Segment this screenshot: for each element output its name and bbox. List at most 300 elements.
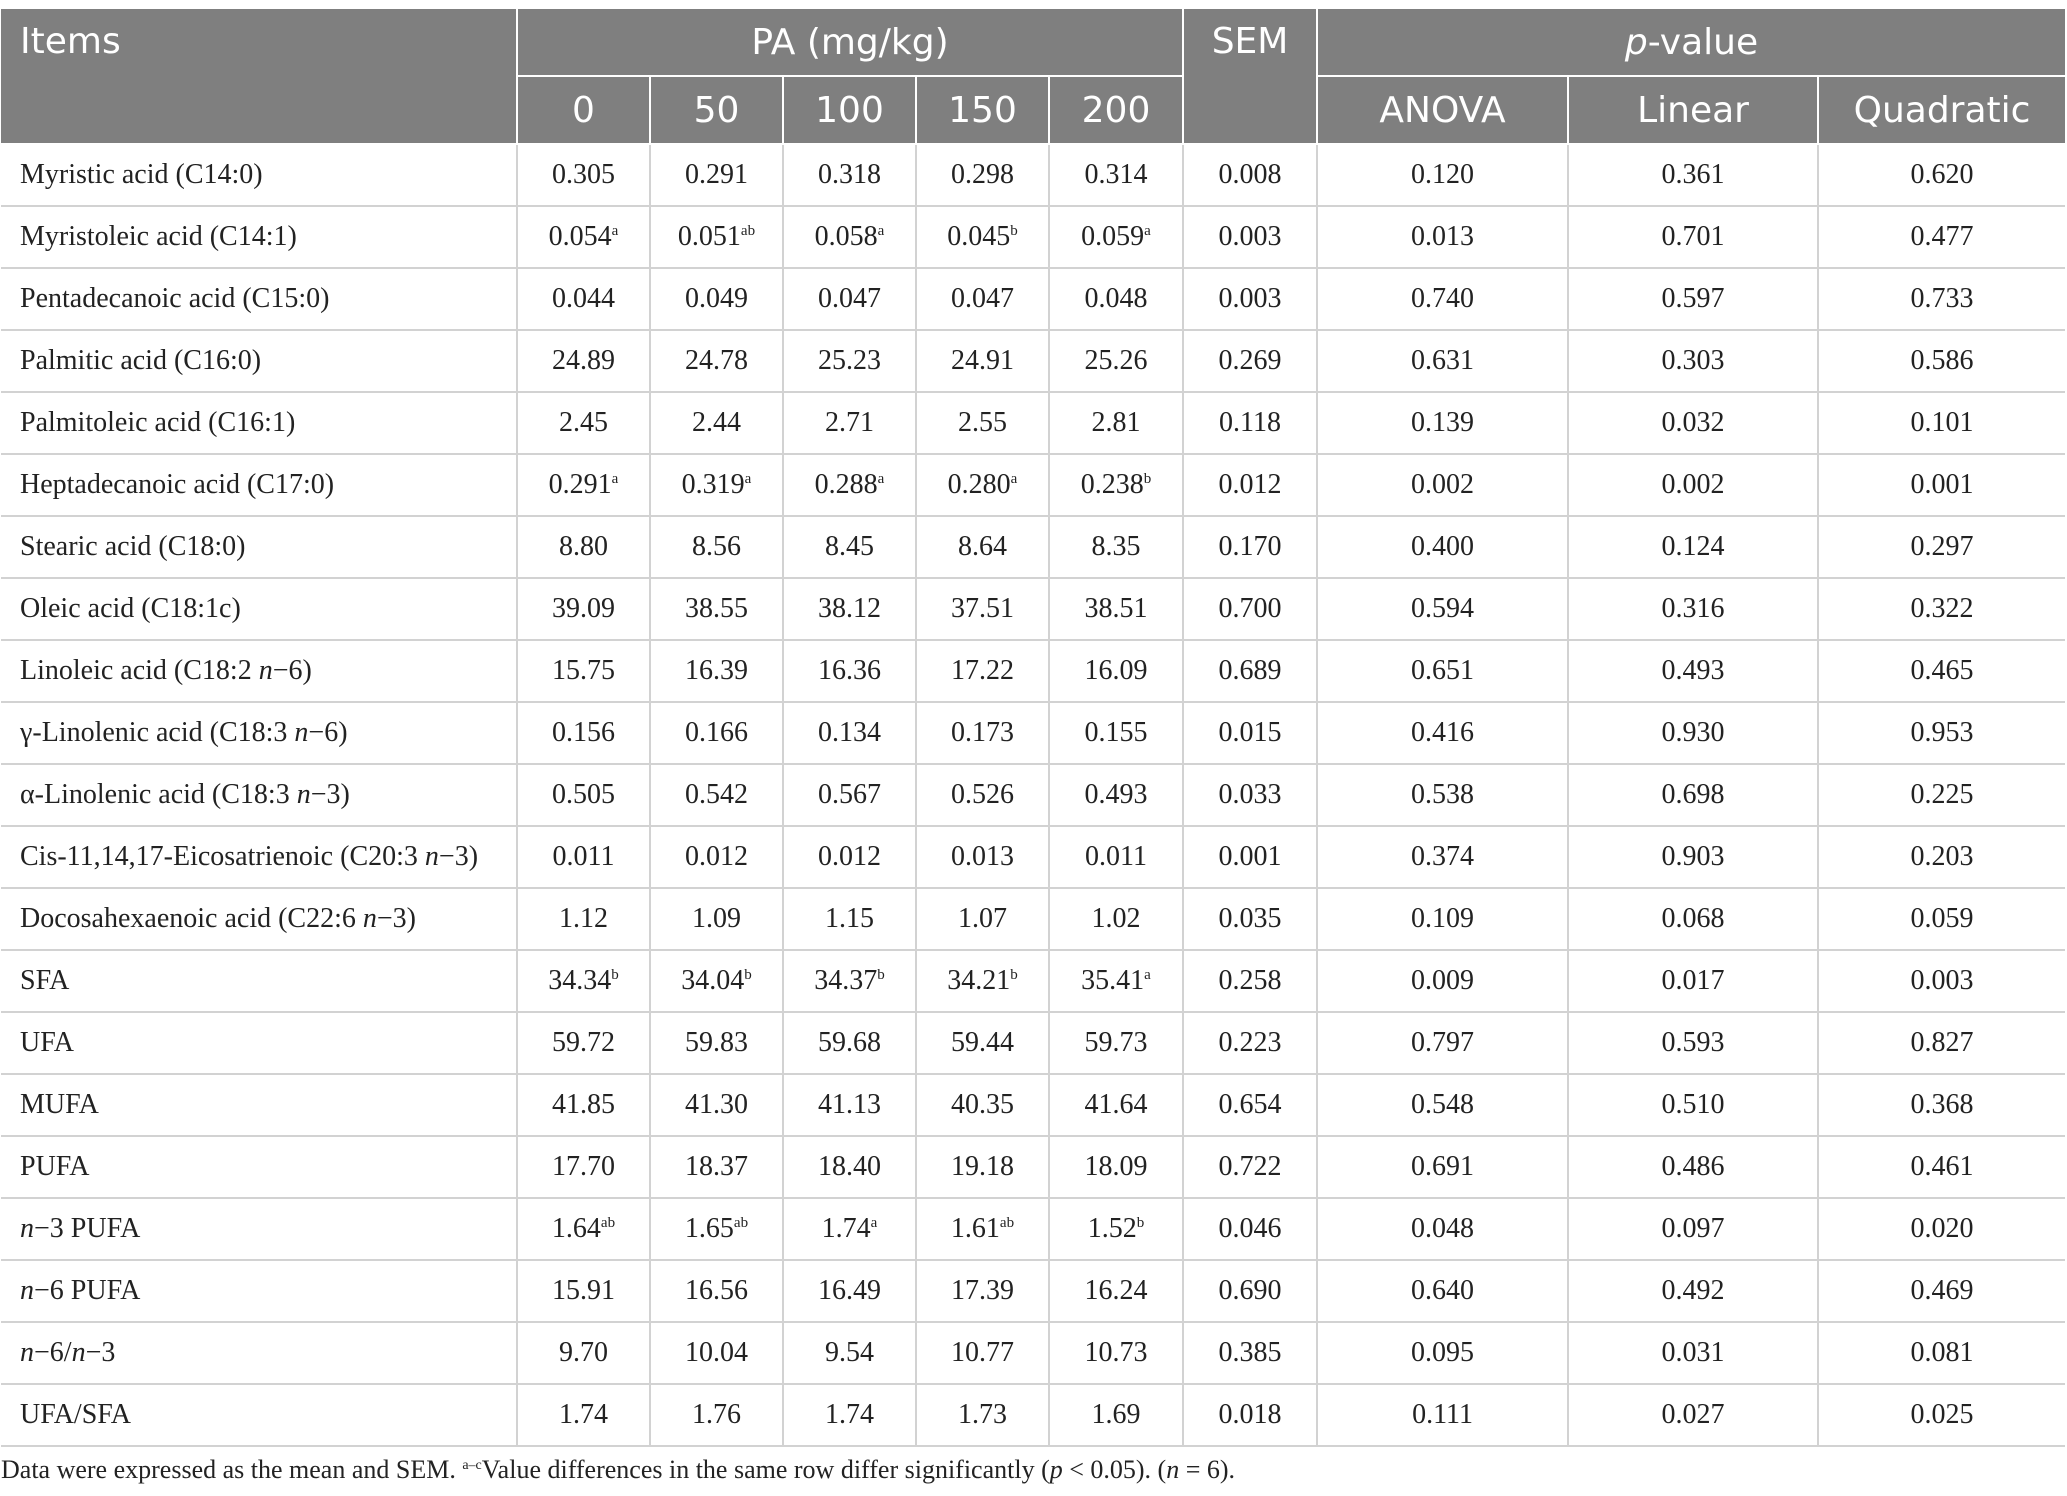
sem-value: 0.258 — [1183, 950, 1317, 1012]
table-row — [1, 330, 2065, 392]
dose-value-cell — [1049, 516, 1183, 578]
dose-value-cell — [650, 454, 783, 516]
significance-letter: b — [1010, 967, 1018, 983]
dose-value-cell — [783, 888, 916, 950]
linear-value: 0.493 — [1568, 640, 1818, 702]
header-pvalue-group — [1317, 9, 2065, 76]
dose-value-cell — [650, 826, 783, 888]
dose-value-cell — [916, 1012, 1049, 1074]
dose-value-cell — [517, 1136, 650, 1198]
row-item-label — [1, 268, 517, 330]
item-text: Palmitoleic acid (C16:1) — [20, 407, 296, 438]
dose-value: 1.15 — [825, 903, 874, 934]
dose-value: 16.56 — [685, 1275, 748, 1306]
anova-value: 0.640 — [1317, 1260, 1568, 1322]
dose-value-cell — [517, 1074, 650, 1136]
dose-value: 8.80 — [559, 531, 608, 562]
item-text: Heptadecanoic acid (C17:0) — [20, 469, 335, 500]
dose-value: 0.156 — [552, 717, 615, 748]
dose-value: 9.70 — [559, 1337, 608, 1368]
item-italic-symbol: n — [296, 779, 311, 810]
dose-value-cell — [783, 206, 916, 268]
anova-value: 0.538 — [1317, 764, 1568, 826]
sem-value: 0.269 — [1183, 330, 1317, 392]
anova-value: 0.048 — [1317, 1198, 1568, 1260]
anova-value: 0.740 — [1317, 268, 1568, 330]
dose-value-cell — [517, 268, 650, 330]
quadratic-value: 0.081 — [1818, 1322, 2065, 1384]
header-pvalue-rest: -value — [1647, 21, 1759, 63]
dose-value-cell — [517, 516, 650, 578]
anova-value: 0.631 — [1317, 330, 1568, 392]
dose-value: 19.18 — [951, 1151, 1014, 1182]
item-text: UFA — [20, 1027, 74, 1058]
dose-value: 0.058 — [814, 221, 878, 252]
sem-value: 0.223 — [1183, 1012, 1317, 1074]
dose-value: 41.85 — [552, 1089, 615, 1120]
dose-value-cell — [1049, 702, 1183, 764]
footnote-text-3: < 0.05). ( — [1062, 1455, 1167, 1484]
linear-value: 0.316 — [1568, 578, 1818, 640]
dose-value: 2.55 — [958, 407, 1007, 438]
dose-value: 59.44 — [951, 1027, 1014, 1058]
anova-value: 0.691 — [1317, 1136, 1568, 1198]
table-row — [1, 640, 2065, 702]
dose-value: 1.74 — [559, 1399, 608, 1430]
dose-value-cell — [783, 578, 916, 640]
dose-value: 9.54 — [825, 1337, 874, 1368]
anova-value: 0.139 — [1317, 392, 1568, 454]
dose-value: 2.45 — [559, 407, 608, 438]
dose-value: 24.91 — [951, 345, 1014, 376]
dose-value-cell — [1049, 950, 1183, 1012]
sem-value: 0.689 — [1183, 640, 1317, 702]
dose-value-cell — [916, 1136, 1049, 1198]
dose-value: 59.83 — [685, 1027, 748, 1058]
header-quadratic: Quadratic — [1818, 76, 2065, 144]
significance-letter: b — [877, 967, 885, 983]
significance-letter: a — [1144, 223, 1151, 239]
item-text: Palmitic acid (C16:0) — [20, 345, 262, 376]
anova-value: 0.594 — [1317, 578, 1568, 640]
sem-value: 0.722 — [1183, 1136, 1317, 1198]
dose-value-cell — [916, 1198, 1049, 1260]
dose-value: 0.044 — [552, 283, 615, 314]
dose-value: 8.45 — [825, 531, 874, 562]
quadratic-value: 0.322 — [1818, 578, 2065, 640]
sem-value: 0.008 — [1183, 144, 1317, 206]
dose-value: 0.567 — [818, 779, 881, 810]
dose-value-cell — [783, 1012, 916, 1074]
footnote-text-4: = 6). — [1179, 1455, 1236, 1484]
linear-value: 0.492 — [1568, 1260, 1818, 1322]
dose-value: 59.68 — [818, 1027, 881, 1058]
quadratic-value: 0.101 — [1818, 392, 2065, 454]
dose-value-cell — [1049, 1198, 1183, 1260]
fatty-acid-table — [1, 9, 2065, 1447]
linear-value: 0.017 — [1568, 950, 1818, 1012]
sem-value: 0.046 — [1183, 1198, 1317, 1260]
dose-value: 34.04 — [681, 965, 745, 996]
dose-value-cell — [650, 330, 783, 392]
anova-value: 0.651 — [1317, 640, 1568, 702]
table-body — [1, 144, 2065, 1446]
quadratic-value: 0.465 — [1818, 640, 2065, 702]
dose-value-cell — [916, 1074, 1049, 1136]
dose-value: 0.155 — [1084, 717, 1148, 748]
item-text: −6) — [308, 717, 348, 748]
quadratic-value: 0.469 — [1818, 1260, 2065, 1322]
dose-value: 1.12 — [559, 903, 608, 934]
item-text: −3 — [85, 1337, 116, 1368]
linear-value: 0.027 — [1568, 1384, 1818, 1446]
dose-value: 0.505 — [552, 779, 615, 810]
table-row — [1, 578, 2065, 640]
dose-value: 18.09 — [1084, 1151, 1148, 1182]
table-row — [1, 888, 2065, 950]
row-item-label — [1, 392, 517, 454]
dose-value-cell — [1049, 1012, 1183, 1074]
linear-value: 0.002 — [1568, 454, 1818, 516]
dose-value-cell — [1049, 206, 1183, 268]
dose-value-cell — [650, 1384, 783, 1446]
item-italic-symbol: n — [258, 655, 273, 686]
item-text: MUFA — [20, 1089, 99, 1120]
dose-value: 41.13 — [818, 1089, 881, 1120]
dose-value-cell — [1049, 578, 1183, 640]
dose-value: 0.318 — [818, 159, 881, 190]
dose-value: 34.21 — [947, 965, 1011, 996]
dose-value-cell — [517, 950, 650, 1012]
quadratic-value: 0.827 — [1818, 1012, 2065, 1074]
item-text: γ-Linolenic acid (C18:3 — [20, 717, 295, 748]
item-text: −6 PUFA — [34, 1275, 141, 1306]
dose-value-cell — [650, 144, 783, 206]
dose-value-cell — [517, 640, 650, 702]
dose-value-cell — [783, 1322, 916, 1384]
dose-value: 0.011 — [1085, 841, 1147, 872]
dose-value: 10.73 — [1084, 1337, 1148, 1368]
dose-value: 1.61 — [950, 1213, 1000, 1244]
dose-value-cell — [916, 702, 1049, 764]
quadratic-value: 0.059 — [1818, 888, 2065, 950]
item-text: −3) — [310, 779, 350, 810]
linear-value: 0.903 — [1568, 826, 1818, 888]
dose-value-cell — [916, 1260, 1049, 1322]
item-italic-symbol: n — [362, 903, 377, 934]
dose-value-cell — [650, 1012, 783, 1074]
quadratic-value: 0.297 — [1818, 516, 2065, 578]
sem-value: 0.003 — [1183, 268, 1317, 330]
row-item-label — [1, 640, 517, 702]
dose-value-cell — [783, 516, 916, 578]
item-italic-symbol: n — [20, 1275, 34, 1306]
dose-value-cell — [916, 578, 1049, 640]
row-item-label — [1, 330, 517, 392]
row-item-label — [1, 1384, 517, 1446]
item-text: Myristic acid (C14:0) — [20, 159, 263, 190]
dose-value: 10.04 — [685, 1337, 748, 1368]
quadratic-value: 0.225 — [1818, 764, 2065, 826]
row-item-label — [1, 702, 517, 764]
table-row — [1, 1260, 2065, 1322]
dose-value: 16.36 — [818, 655, 881, 686]
dose-value-cell — [783, 640, 916, 702]
dose-value: 38.55 — [685, 593, 748, 624]
table-row — [1, 144, 2065, 206]
dose-value-cell — [783, 1198, 916, 1260]
dose-value-cell — [916, 330, 1049, 392]
dose-value-cell — [517, 826, 650, 888]
item-text: Linoleic acid (C18:2 — [20, 655, 259, 686]
dose-value: 1.69 — [1091, 1399, 1141, 1430]
dose-value: 1.02 — [1091, 903, 1141, 934]
sem-value: 0.015 — [1183, 702, 1317, 764]
item-italic-symbol: n — [294, 717, 309, 748]
anova-value: 0.548 — [1317, 1074, 1568, 1136]
dose-value-cell — [650, 1322, 783, 1384]
linear-value: 0.031 — [1568, 1322, 1818, 1384]
dose-value-cell — [517, 764, 650, 826]
dose-value-cell — [517, 206, 650, 268]
table-row — [1, 454, 2065, 516]
dose-value: 17.70 — [552, 1151, 615, 1182]
anova-value: 0.109 — [1317, 888, 1568, 950]
table-row — [1, 1384, 2065, 1446]
dose-value: 16.49 — [818, 1275, 881, 1306]
dose-value: 15.75 — [552, 655, 615, 686]
linear-value: 0.097 — [1568, 1198, 1818, 1260]
sem-value: 0.654 — [1183, 1074, 1317, 1136]
significance-letter: a — [1010, 471, 1018, 487]
dose-value-cell — [1049, 454, 1183, 516]
dose-value-cell — [916, 950, 1049, 1012]
item-text: Oleic acid (C18:1c) — [20, 593, 241, 624]
dose-value: 0.305 — [552, 159, 615, 190]
dose-value: 39.09 — [552, 593, 615, 624]
significance-letter: a — [611, 223, 619, 239]
dose-value: 24.89 — [552, 345, 615, 376]
row-item-label — [1, 1260, 517, 1322]
dose-value-cell — [650, 578, 783, 640]
dose-value-cell — [916, 454, 1049, 516]
quadratic-value: 0.620 — [1818, 144, 2065, 206]
dose-value: 0.238 — [1080, 469, 1144, 500]
table-footnote — [1, 1455, 1235, 1485]
item-italic-symbol: n — [20, 1213, 34, 1244]
significance-letter: a — [744, 471, 752, 487]
item-text: −3) — [438, 841, 479, 872]
row-item-label — [1, 1198, 517, 1260]
dose-value: 17.22 — [951, 655, 1014, 686]
header-row-1 — [1, 9, 2065, 76]
dose-value-cell — [1049, 1136, 1183, 1198]
dose-value: 16.09 — [1084, 655, 1148, 686]
dose-value-cell — [1049, 764, 1183, 826]
row-item-label — [1, 454, 517, 516]
dose-value: 0.048 — [1084, 283, 1148, 314]
dose-value: 0.319 — [681, 469, 745, 500]
dose-value: 41.64 — [1084, 1089, 1148, 1120]
header-pvalue-p: p — [1624, 21, 1648, 63]
table-row — [1, 950, 2065, 1012]
table-row — [1, 206, 2065, 268]
linear-value: 0.361 — [1568, 144, 1818, 206]
dose-value: 8.64 — [958, 531, 1007, 562]
dose-value-cell — [1049, 392, 1183, 454]
dose-value: 59.73 — [1084, 1027, 1148, 1058]
significance-letter: b — [1010, 223, 1018, 239]
table-row — [1, 268, 2065, 330]
anova-value: 0.120 — [1317, 144, 1568, 206]
table-row — [1, 1074, 2065, 1136]
dose-value: 38.12 — [818, 593, 881, 624]
significance-letter: b — [1143, 471, 1152, 487]
table-row — [1, 392, 2065, 454]
dose-value-cell — [650, 516, 783, 578]
dose-value: 0.280 — [947, 469, 1011, 500]
dose-value-cell — [916, 826, 1049, 888]
quadratic-value: 0.586 — [1818, 330, 2065, 392]
significance-letter: a — [1144, 967, 1151, 983]
dose-value: 17.39 — [951, 1275, 1014, 1306]
dose-value: 0.291 — [548, 469, 612, 500]
dose-value: 1.76 — [692, 1399, 741, 1430]
dose-value-cell — [916, 268, 1049, 330]
dose-value: 0.166 — [685, 717, 748, 748]
dose-value: 1.74 — [825, 1399, 874, 1430]
significance-letter: a — [611, 471, 619, 487]
significance-letter: a — [877, 471, 885, 487]
dose-value-cell — [783, 330, 916, 392]
dose-value-cell — [517, 1012, 650, 1074]
footnote-superscript: a–c — [462, 1458, 482, 1473]
item-italic-symbol: n — [424, 841, 439, 872]
linear-value: 0.698 — [1568, 764, 1818, 826]
header-items: Items — [1, 9, 517, 144]
sem-value: 0.012 — [1183, 454, 1317, 516]
header-anova: ANOVA — [1317, 76, 1568, 144]
dose-value: 35.41 — [1081, 965, 1145, 996]
dose-value: 34.37 — [814, 965, 878, 996]
quadratic-value: 0.203 — [1818, 826, 2065, 888]
dose-value: 0.054 — [548, 221, 612, 252]
header-dose: 200 — [1049, 76, 1183, 144]
linear-value: 0.593 — [1568, 1012, 1818, 1074]
footnote-text-1: Data were expressed as the mean and SEM. — [1, 1455, 463, 1484]
dose-value-cell — [783, 764, 916, 826]
row-item-label — [1, 1322, 517, 1384]
dose-value: 0.314 — [1084, 159, 1148, 190]
dose-value-cell — [783, 454, 916, 516]
significance-letter: ab — [999, 1215, 1015, 1231]
dose-value-cell — [517, 1322, 650, 1384]
table-row — [1, 1012, 2065, 1074]
dose-value-cell — [1049, 1322, 1183, 1384]
dose-value: 0.291 — [685, 159, 748, 190]
dose-value: 1.64 — [551, 1213, 601, 1244]
quadratic-value: 0.733 — [1818, 268, 2065, 330]
anova-value: 0.374 — [1317, 826, 1568, 888]
row-item-label — [1, 888, 517, 950]
dose-value: 0.049 — [685, 283, 748, 314]
sem-value: 0.118 — [1183, 392, 1317, 454]
dose-value: 1.73 — [958, 1399, 1007, 1430]
dose-value: 0.051 — [677, 221, 741, 252]
dose-value-cell — [783, 392, 916, 454]
quadratic-value: 0.953 — [1818, 702, 2065, 764]
dose-value-cell — [916, 1384, 1049, 1446]
dose-value: 0.045 — [947, 221, 1011, 252]
quadratic-value: 0.477 — [1818, 206, 2065, 268]
dose-value: 2.44 — [692, 407, 741, 438]
item-text: Stearic acid (C18:0) — [20, 531, 246, 562]
header-dose: 50 — [650, 76, 783, 144]
dose-value-cell — [1049, 826, 1183, 888]
dose-value: 0.526 — [951, 779, 1014, 810]
dose-value-cell — [650, 268, 783, 330]
anova-value: 0.400 — [1317, 516, 1568, 578]
dose-value-cell — [783, 1260, 916, 1322]
dose-value: 16.24 — [1084, 1275, 1148, 1306]
dose-value-cell — [1049, 1260, 1183, 1322]
dose-value-cell — [650, 950, 783, 1012]
dose-value: 0.173 — [951, 717, 1014, 748]
dose-value: 10.77 — [951, 1337, 1014, 1368]
row-item-label — [1, 516, 517, 578]
header-dose: 100 — [783, 76, 916, 144]
quadratic-value: 0.368 — [1818, 1074, 2065, 1136]
dose-value: 0.493 — [1084, 779, 1148, 810]
dose-value-cell — [916, 1322, 1049, 1384]
dose-value-cell — [783, 1384, 916, 1446]
dose-value-cell — [517, 144, 650, 206]
dose-value: 0.013 — [951, 841, 1014, 872]
item-text: −6/ — [34, 1337, 72, 1368]
item-text: UFA/SFA — [20, 1399, 132, 1430]
dose-value-cell — [916, 392, 1049, 454]
dose-value-cell — [783, 1136, 916, 1198]
dose-value: 0.047 — [818, 283, 881, 314]
dose-value-cell — [650, 1074, 783, 1136]
dose-value-cell — [650, 1136, 783, 1198]
dose-value-cell — [783, 702, 916, 764]
row-item-label — [1, 1074, 517, 1136]
dose-value-cell — [1049, 1074, 1183, 1136]
dose-value-cell — [783, 144, 916, 206]
row-item-label — [1, 950, 517, 1012]
dose-value-cell — [650, 764, 783, 826]
sem-value: 0.001 — [1183, 826, 1317, 888]
footnote-n-symbol: n — [1166, 1455, 1180, 1484]
dose-value: 1.09 — [692, 903, 741, 934]
dose-value-cell — [517, 392, 650, 454]
quadratic-value: 0.001 — [1818, 454, 2065, 516]
linear-value: 0.930 — [1568, 702, 1818, 764]
row-item-label — [1, 764, 517, 826]
dose-value: 25.26 — [1084, 345, 1148, 376]
dose-value: 59.72 — [552, 1027, 615, 1058]
dose-value: 41.30 — [685, 1089, 748, 1120]
dose-value-cell — [1049, 1384, 1183, 1446]
dose-value-cell — [517, 1260, 650, 1322]
dose-value-cell — [1049, 268, 1183, 330]
dose-value-cell — [650, 702, 783, 764]
dose-value-cell — [517, 578, 650, 640]
dose-value-cell — [1049, 640, 1183, 702]
item-italic-symbol: n — [71, 1337, 86, 1368]
sem-value: 0.690 — [1183, 1260, 1317, 1322]
